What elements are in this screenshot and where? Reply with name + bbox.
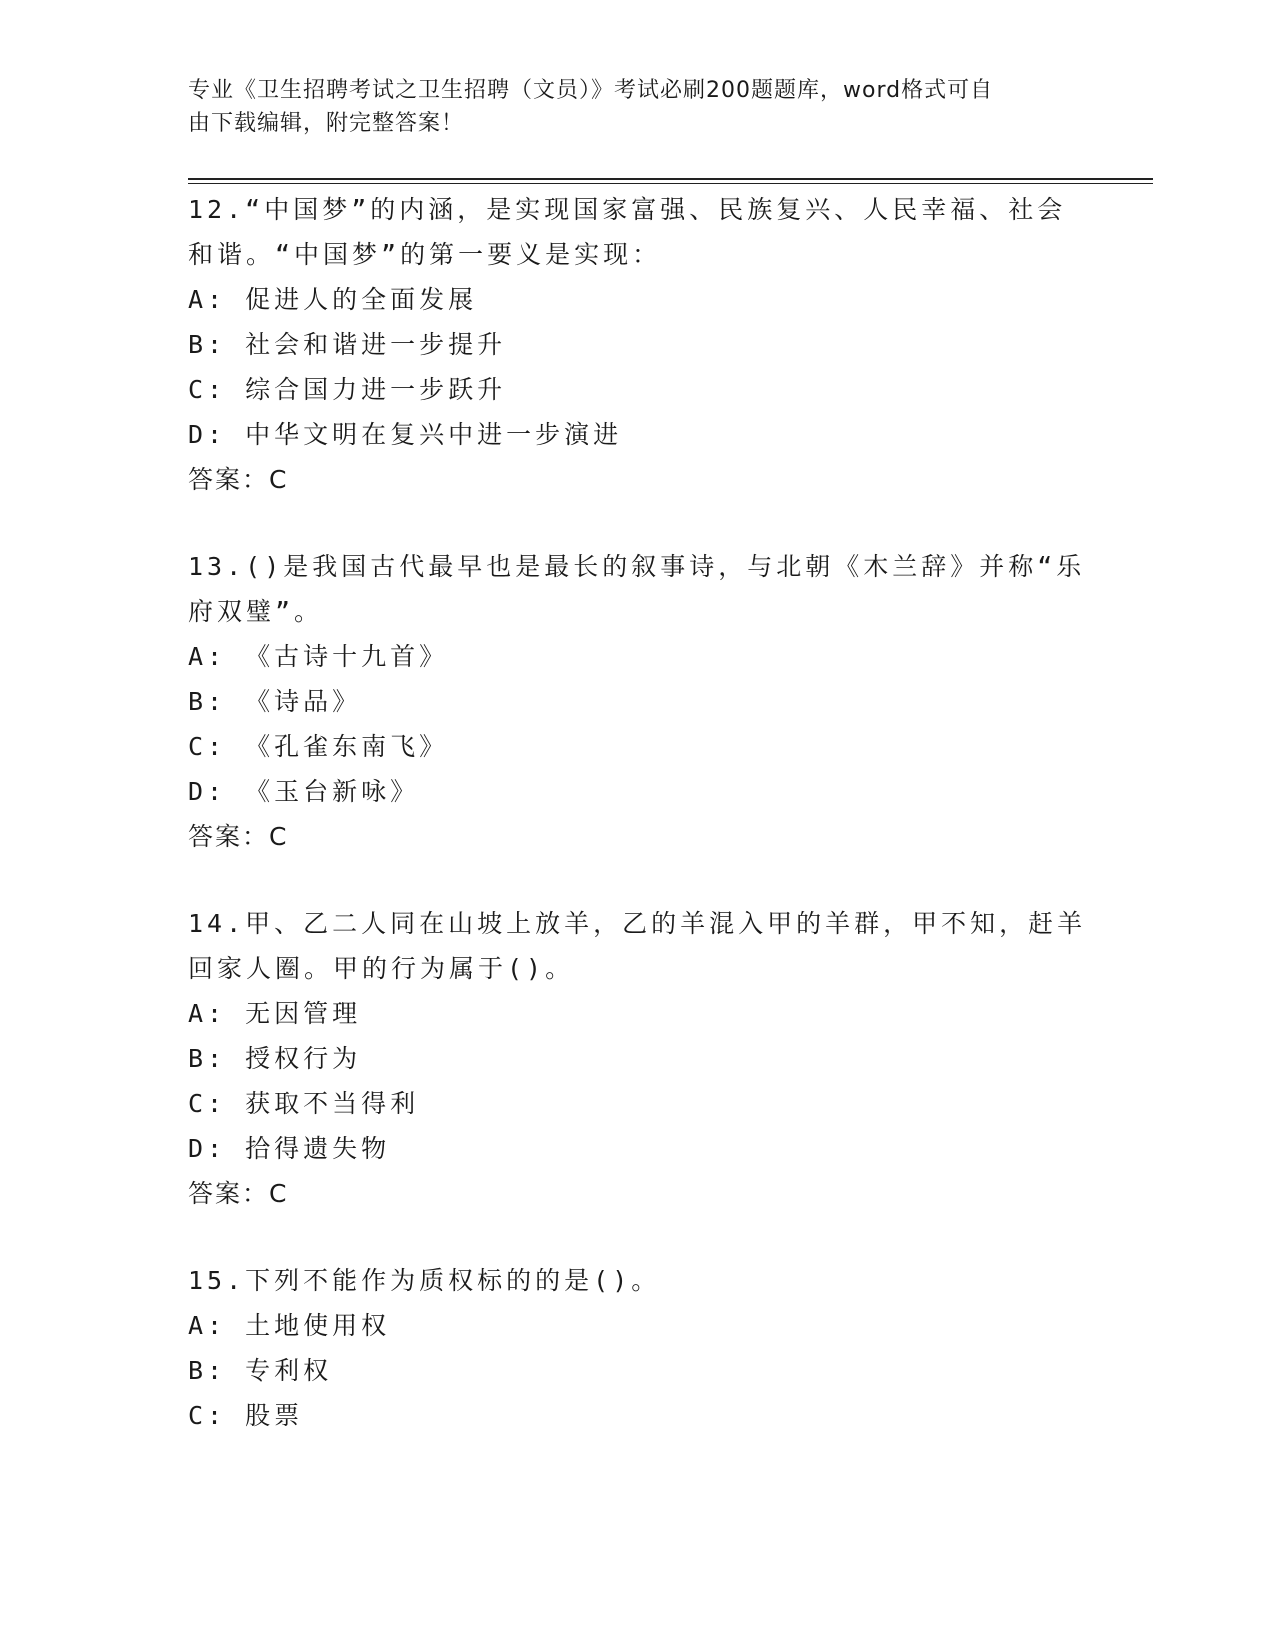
question-13: [188, 544, 1088, 859]
header-line-2: 由下载编辑，附完整答案！: [188, 111, 465, 136]
option-c: C: 《孔雀东南飞》: [188, 732, 449, 761]
option-a: A: 土地使用权: [188, 1311, 391, 1340]
header-line-1: 专业《卫生招聘考试之卫生招聘（文员）》考试必刷200题题库，word格式可自: [188, 78, 994, 103]
answer-line: 答案：C: [188, 465, 289, 494]
document-header: [188, 74, 1068, 140]
question-text: 14.甲、乙二人同在山坡上放羊，乙的羊混入甲的羊群，甲不知，赶羊回家人圈。甲的行为属于()。: [188, 909, 1087, 983]
option-b: B: 专利权: [188, 1356, 333, 1385]
option-a: A: 《古诗十九首》: [188, 642, 449, 671]
question-text: 13.()是我国古代最早也是最长的叙事诗，与北朝《木兰辞》并称“乐府双璧”。: [188, 552, 1086, 626]
question-15: [188, 1258, 1088, 1438]
answer-line: 答案：C: [188, 1179, 289, 1208]
option-b: B: 授权行为: [188, 1044, 362, 1073]
answer-line: 答案：C: [188, 822, 289, 851]
option-c: C: 获取不当得利: [188, 1089, 420, 1118]
option-d: D: 中华文明在复兴中进一步演进: [188, 420, 623, 449]
option-c: C: 综合国力进一步跃升: [188, 375, 507, 404]
question-text: 12.“中国梦”的内涵，是实现国家富强、民族复兴、人民幸福、社会和谐。“中国梦”的第一要义是实现：: [188, 195, 1067, 269]
option-b: B: 《诗品》: [188, 687, 362, 716]
question-text: 15.下列不能作为质权标的的是()。: [188, 1266, 661, 1295]
question-12: [188, 187, 1088, 502]
question-14: [188, 901, 1088, 1216]
option-a: A: 无因管理: [188, 999, 362, 1028]
option-d: D: 拾得遗失物: [188, 1134, 391, 1163]
header-divider-thin: [188, 183, 1153, 184]
option-d: D: 《玉台新咏》: [188, 777, 420, 806]
option-c: C: 股票: [188, 1401, 304, 1430]
question-list: [188, 187, 1088, 1480]
header-divider-thick: [188, 178, 1153, 180]
option-b: B: 社会和谐进一步提升: [188, 330, 507, 359]
option-a: A: 促进人的全面发展: [188, 285, 478, 314]
